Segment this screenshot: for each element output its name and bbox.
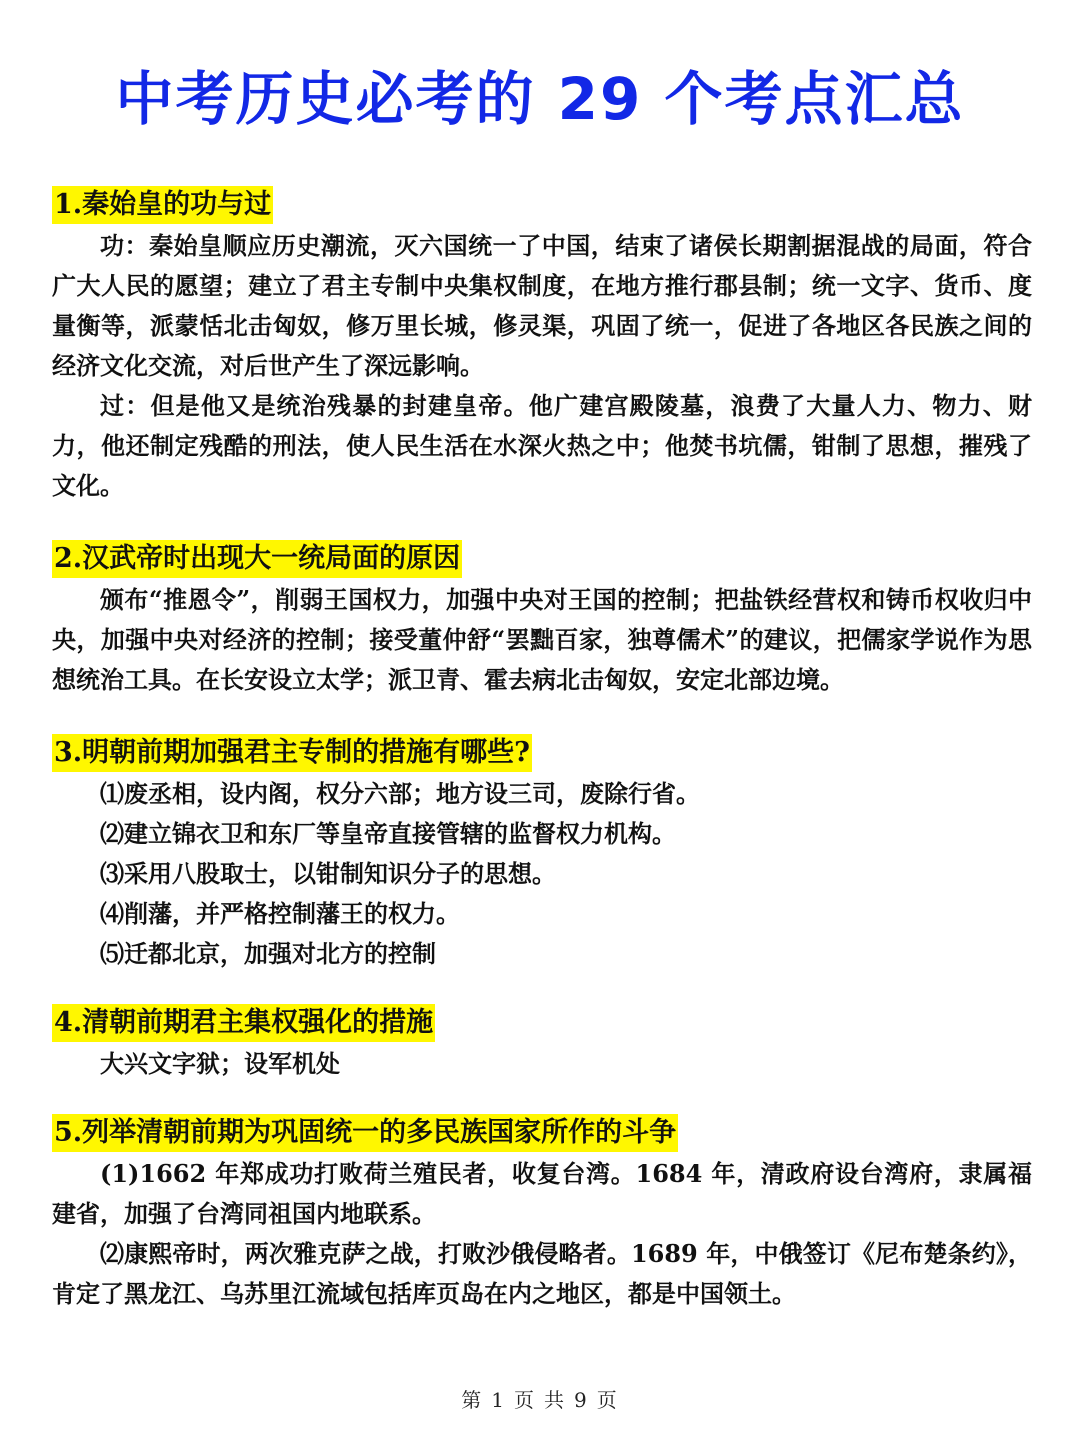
- section-4: [52, 1004, 1032, 1084]
- paragraph: 颁布“推恩令”，削弱王国权力，加强中央对王国的控制；把盐铁经营权和铸币权收归中央，加强中央对经济的控制；接受董仲舒“罢黜百家，独尊儒术”的建议，把儒家学说作为思想统治工具。在长安设立太学；派卫青、霍去病北击匈奴，安定北部边境。: [52, 585, 1032, 694]
- section-5: [52, 1114, 1032, 1314]
- footer-prefix: 第: [461, 1388, 484, 1412]
- list-item: ⑸迁都北京，加强对北方的控制: [100, 939, 436, 968]
- paragraph: 功：秦始皇顺应历史潮流，灭六国统一了中国，结束了诸侯长期割据混战的局面，符合广大人民的愿望；建立了君主专制中央集权制度，在地方推行郡县制；统一文字、货币、度量衡等，派蒙恬北击匈奴，修万里长城，修灵渠，巩固了统一，促进了各地区各民族之间的经济文化交流，对后世产生了深远影响。: [52, 231, 1032, 380]
- section-heading: 4.清朝前期君主集权强化的措施: [52, 1004, 435, 1042]
- paragraph: (1)1662 年郑成功打败荷兰殖民者，收复台湾。1684 年，清政府设台湾府，隶属福建省，加强了台湾同祖国内地联系。: [52, 1159, 1032, 1228]
- section-heading: 1.秦始皇的功与过: [52, 186, 273, 224]
- section-2: [52, 540, 1032, 700]
- section-heading: 3.明朝前期加强君主专制的措施有哪些?: [52, 734, 532, 772]
- list-item: ⑷削藩，并严格控制藩王的权力。: [100, 899, 460, 928]
- page-footer: [0, 1384, 1080, 1413]
- total-pages: 9: [574, 1388, 589, 1412]
- footer-suffix: 页: [596, 1388, 619, 1412]
- list-item: ⑴废丞相，设内阁，权分六部；地方设三司，废除行省。: [100, 779, 700, 808]
- list-item: ⑵建立锦衣卫和东厂等皇帝直接管辖的监督权力机构。: [100, 819, 676, 848]
- list-item: ⑶采用八股取士，以钳制知识分子的思想。: [100, 859, 556, 888]
- document-body: [52, 186, 1032, 1348]
- page-title: 中考历史必考的 29 个考点汇总: [115, 65, 965, 133]
- footer-mid1: 页: [514, 1388, 536, 1412]
- section-3: [52, 734, 1032, 974]
- list-item: 大兴文字狱；设军机处: [100, 1049, 340, 1078]
- paragraph: ⑵康熙帝时，两次雅克萨之战，打败沙俄侵略者。1689 年，中俄签订《尼布楚条约》，肯定了黑龙江、乌苏里江流域包括库页岛在内之地区，都是中国领土。: [52, 1239, 1032, 1308]
- footer-mid2: 共: [544, 1388, 566, 1412]
- paragraph: 过：但是他又是统治残暴的封建皇帝。他广建宫殿陵墓，浪费了大量人力、物力、财力，他还制定残酷的刑法，使人民生活在水深火热之中；他焚书坑儒，钳制了思想，摧残了文化。: [52, 391, 1032, 500]
- page-number: 1: [491, 1388, 506, 1412]
- section-1: [52, 186, 1032, 506]
- section-heading: 5.列举清朝前期为巩固统一的多民族国家所作的斗争: [52, 1114, 678, 1152]
- section-heading: 2.汉武帝时出现大一统局面的原因: [52, 540, 462, 578]
